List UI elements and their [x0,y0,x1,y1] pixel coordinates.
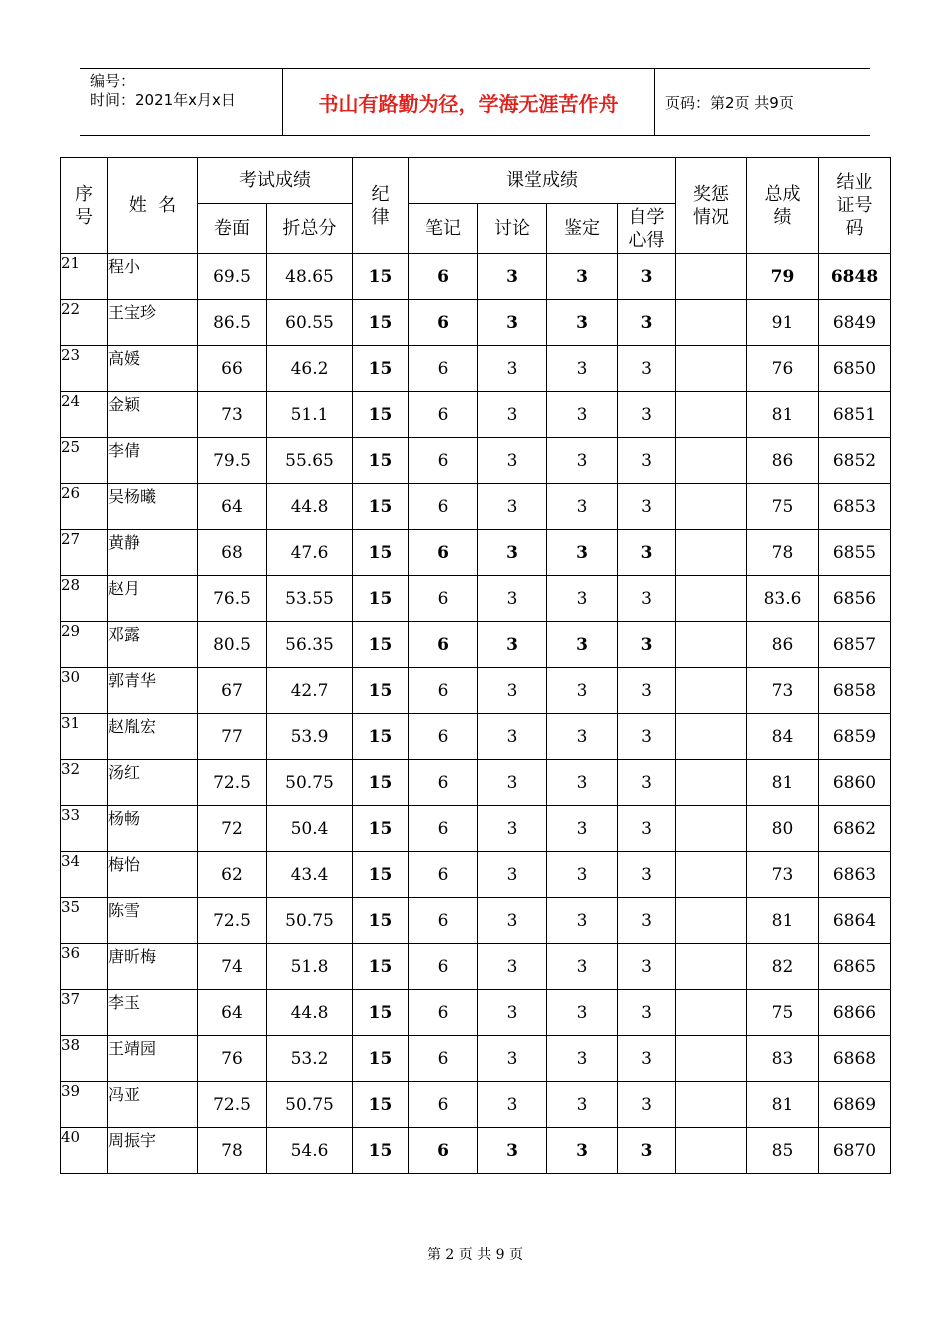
cell-reward [676,392,747,438]
cell-notes: 6 [409,806,478,852]
cell-reward [676,1082,747,1128]
cell-converted: 55.65 [267,438,353,484]
cell-discipline: 15 [353,1082,409,1128]
cell-selfstudy: 3 [618,806,676,852]
col-header-converted: 折总分 [267,204,353,254]
cell-total: 84 [747,714,819,760]
cell-reward [676,668,747,714]
cell-cert: 6851 [819,392,891,438]
cell-discipline: 15 [353,392,409,438]
cell-cert: 6860 [819,760,891,806]
cell-appraisal: 3 [547,760,618,806]
cell-name: 郭青华 [108,668,198,714]
cell-notes: 6 [409,484,478,530]
cell-selfstudy: 3 [618,254,676,300]
cell-selfstudy: 3 [618,1082,676,1128]
cell-name: 吴杨曦 [108,484,198,530]
cell-total: 78 [747,530,819,576]
cell-total: 83 [747,1036,819,1082]
cell-converted: 51.1 [267,392,353,438]
cell-total: 91 [747,300,819,346]
cell-paper: 62 [198,852,267,898]
cell-reward [676,944,747,990]
table-row [61,622,891,668]
cell-converted: 50.4 [267,806,353,852]
cell-reward [676,714,747,760]
cell-seq: 23 [61,346,108,392]
header-divider [654,69,655,135]
cell-cert: 6859 [819,714,891,760]
cell-selfstudy: 3 [618,622,676,668]
grades-table [60,157,891,1174]
cell-name: 王靖园 [108,1036,198,1082]
cell-discussion: 3 [478,1128,547,1174]
cell-name: 周振宇 [108,1128,198,1174]
cell-discussion: 3 [478,668,547,714]
cell-reward [676,300,747,346]
cell-seq: 33 [61,806,108,852]
cell-converted: 56.35 [267,622,353,668]
cell-seq: 22 [61,300,108,346]
cell-discipline: 15 [353,254,409,300]
cell-notes: 6 [409,760,478,806]
cell-paper: 68 [198,530,267,576]
cell-notes: 6 [409,852,478,898]
table-row [61,990,891,1036]
col-header-class: 课堂成绩 [409,158,676,204]
cell-appraisal: 3 [547,898,618,944]
cell-discussion: 3 [478,346,547,392]
cell-cert: 6853 [819,484,891,530]
cell-discipline: 15 [353,484,409,530]
cell-appraisal: 3 [547,346,618,392]
cell-selfstudy: 3 [618,760,676,806]
cell-discipline: 15 [353,1128,409,1174]
cell-cert: 6862 [819,806,891,852]
table-row [61,760,891,806]
cell-name: 梅怡 [108,852,198,898]
col-header-cert: 结业证号码 [819,158,891,254]
cell-discipline: 15 [353,576,409,622]
cell-discipline: 15 [353,852,409,898]
cell-converted: 43.4 [267,852,353,898]
cell-name: 金颖 [108,392,198,438]
cell-converted: 46.2 [267,346,353,392]
cell-appraisal: 3 [547,852,618,898]
cell-reward [676,760,747,806]
cell-appraisal: 3 [547,1128,618,1174]
cell-selfstudy: 3 [618,1128,676,1174]
cell-converted: 50.75 [267,1082,353,1128]
cell-cert: 6863 [819,852,891,898]
cell-name: 杨畅 [108,806,198,852]
cell-total: 82 [747,944,819,990]
cell-discipline: 15 [353,760,409,806]
cell-appraisal: 3 [547,806,618,852]
cell-selfstudy: 3 [618,944,676,990]
cell-appraisal: 3 [547,576,618,622]
cell-notes: 6 [409,622,478,668]
cell-paper: 67 [198,668,267,714]
cell-seq: 35 [61,898,108,944]
cell-appraisal: 3 [547,1036,618,1082]
cell-discipline: 15 [353,990,409,1036]
cell-seq: 31 [61,714,108,760]
cell-notes: 6 [409,944,478,990]
cell-seq: 34 [61,852,108,898]
cell-converted: 48.65 [267,254,353,300]
cell-notes: 6 [409,346,478,392]
col-header-selfstudy: 自学心得 [618,204,676,254]
table-row [61,438,891,484]
cell-seq: 39 [61,1082,108,1128]
cell-seq: 30 [61,668,108,714]
cell-name: 李倩 [108,438,198,484]
cell-discussion: 3 [478,898,547,944]
cell-discussion: 3 [478,254,547,300]
cell-seq: 21 [61,254,108,300]
cell-total: 81 [747,1082,819,1128]
cell-appraisal: 3 [547,392,618,438]
cell-name: 王宝珍 [108,300,198,346]
cell-reward [676,990,747,1036]
cell-reward [676,852,747,898]
cell-cert: 6849 [819,300,891,346]
table-row [61,668,891,714]
table-row [61,346,891,392]
cell-discipline: 15 [353,714,409,760]
cell-cert: 6856 [819,576,891,622]
cell-paper: 72.5 [198,898,267,944]
cell-total: 81 [747,760,819,806]
cell-seq: 36 [61,944,108,990]
cell-discussion: 3 [478,990,547,1036]
cell-reward [676,254,747,300]
cell-discussion: 3 [478,1036,547,1082]
cell-cert: 6848 [819,254,891,300]
cell-appraisal: 3 [547,484,618,530]
cell-appraisal: 3 [547,714,618,760]
col-header-discipline: 纪律 [353,158,409,254]
cell-discipline: 15 [353,668,409,714]
header-page-info: 页码：第2页 共9页 [665,93,794,112]
cell-appraisal: 3 [547,254,618,300]
cell-converted: 50.75 [267,760,353,806]
cell-discussion: 3 [478,1082,547,1128]
cell-paper: 64 [198,990,267,1036]
col-header-exam: 考试成绩 [198,158,353,204]
table-row [61,898,891,944]
cell-reward [676,806,747,852]
cell-selfstudy: 3 [618,576,676,622]
cell-seq: 32 [61,760,108,806]
cell-selfstudy: 3 [618,714,676,760]
cell-seq: 27 [61,530,108,576]
cell-discipline: 15 [353,898,409,944]
cell-appraisal: 3 [547,668,618,714]
cell-converted: 50.75 [267,898,353,944]
cell-notes: 6 [409,576,478,622]
cell-paper: 72 [198,806,267,852]
cell-discussion: 3 [478,852,547,898]
cell-discussion: 3 [478,944,547,990]
cell-paper: 69.5 [198,254,267,300]
cell-appraisal: 3 [547,300,618,346]
cell-cert: 6870 [819,1128,891,1174]
cell-selfstudy: 3 [618,392,676,438]
cell-total: 75 [747,990,819,1036]
cell-discussion: 3 [478,806,547,852]
cell-notes: 6 [409,898,478,944]
cell-discipline: 15 [353,1036,409,1082]
cell-paper: 78 [198,1128,267,1174]
cell-name: 赵月 [108,576,198,622]
cell-discussion: 3 [478,760,547,806]
cell-total: 79 [747,254,819,300]
table-row [61,1082,891,1128]
cell-total: 81 [747,898,819,944]
cell-selfstudy: 3 [618,990,676,1036]
cell-appraisal: 3 [547,1082,618,1128]
cell-cert: 6865 [819,944,891,990]
cell-name: 邓露 [108,622,198,668]
cell-reward [676,1036,747,1082]
cell-appraisal: 3 [547,944,618,990]
cell-reward [676,484,747,530]
cell-paper: 72.5 [198,760,267,806]
table-row [61,254,891,300]
cell-paper: 86.5 [198,300,267,346]
cell-selfstudy: 3 [618,898,676,944]
cell-total: 86 [747,622,819,668]
cell-cert: 6852 [819,438,891,484]
cell-selfstudy: 3 [618,438,676,484]
cell-selfstudy: 3 [618,346,676,392]
cell-discipline: 15 [353,944,409,990]
cell-selfstudy: 3 [618,1036,676,1082]
cell-paper: 76 [198,1036,267,1082]
cell-seq: 38 [61,1036,108,1082]
cell-discussion: 3 [478,714,547,760]
cell-cert: 6858 [819,668,891,714]
cell-converted: 54.6 [267,1128,353,1174]
cell-reward [676,576,747,622]
cell-total: 76 [747,346,819,392]
table-row [61,944,891,990]
table-row [61,1128,891,1174]
table-body [61,254,891,1174]
cell-seq: 37 [61,990,108,1036]
cell-paper: 66 [198,346,267,392]
cell-selfstudy: 3 [618,852,676,898]
cell-reward [676,898,747,944]
col-header-notes: 笔记 [409,204,478,254]
cell-total: 86 [747,438,819,484]
cell-discipline: 15 [353,438,409,484]
cell-name: 程小 [108,254,198,300]
cell-seq: 25 [61,438,108,484]
table-row [61,714,891,760]
cell-total: 85 [747,1128,819,1174]
cell-total: 83.6 [747,576,819,622]
time-label: 时间：2021年x月x日 [90,91,236,109]
header-meta [80,69,282,135]
table-row [61,852,891,898]
cell-converted: 53.9 [267,714,353,760]
cell-converted: 44.8 [267,990,353,1036]
document-header [80,68,870,136]
cell-total: 73 [747,668,819,714]
cell-name: 李玉 [108,990,198,1036]
table-row [61,530,891,576]
cell-seq: 26 [61,484,108,530]
cell-discipline: 15 [353,300,409,346]
cell-cert: 6868 [819,1036,891,1082]
cell-seq: 24 [61,392,108,438]
cell-reward [676,438,747,484]
cell-discussion: 3 [478,484,547,530]
cell-discussion: 3 [478,530,547,576]
cell-appraisal: 3 [547,530,618,576]
cell-discussion: 3 [478,576,547,622]
cell-paper: 74 [198,944,267,990]
cell-notes: 6 [409,254,478,300]
table-row [61,300,891,346]
cell-name: 赵胤宏 [108,714,198,760]
cell-name: 黄静 [108,530,198,576]
cell-cert: 6864 [819,898,891,944]
cell-notes: 6 [409,1128,478,1174]
cell-appraisal: 3 [547,438,618,484]
cell-paper: 64 [198,484,267,530]
col-header-name: 姓 名 [108,158,198,254]
cell-selfstudy: 3 [618,530,676,576]
cell-seq: 28 [61,576,108,622]
cell-total: 81 [747,392,819,438]
cell-cert: 6857 [819,622,891,668]
cell-name: 汤红 [108,760,198,806]
cell-cert: 6866 [819,990,891,1036]
table-row [61,392,891,438]
cell-notes: 6 [409,392,478,438]
cell-converted: 44.8 [267,484,353,530]
number-label: 编号： [90,72,136,90]
cell-reward [676,1128,747,1174]
cell-notes: 6 [409,1082,478,1128]
cell-notes: 6 [409,668,478,714]
table-row [61,484,891,530]
cell-discussion: 3 [478,300,547,346]
cell-converted: 42.7 [267,668,353,714]
cell-paper: 73 [198,392,267,438]
cell-cert: 6869 [819,1082,891,1128]
cell-discipline: 15 [353,346,409,392]
cell-paper: 79.5 [198,438,267,484]
cell-reward [676,622,747,668]
cell-discipline: 15 [353,622,409,668]
cell-converted: 53.55 [267,576,353,622]
cell-name: 唐昕梅 [108,944,198,990]
col-header-discussion: 讨论 [478,204,547,254]
table-row [61,806,891,852]
cell-cert: 6850 [819,346,891,392]
cell-discipline: 15 [353,530,409,576]
cell-converted: 53.2 [267,1036,353,1082]
cell-discussion: 3 [478,392,547,438]
cell-total: 80 [747,806,819,852]
cell-appraisal: 3 [547,622,618,668]
cell-paper: 77 [198,714,267,760]
cell-cert: 6855 [819,530,891,576]
cell-seq: 40 [61,1128,108,1174]
table-row [61,1036,891,1082]
page-footer: 第 2 页 共 9 页 [426,1247,524,1263]
cell-reward [676,346,747,392]
cell-notes: 6 [409,530,478,576]
cell-discipline: 15 [353,806,409,852]
cell-selfstudy: 3 [618,300,676,346]
col-header-total: 总成绩 [747,158,819,254]
cell-total: 75 [747,484,819,530]
cell-appraisal: 3 [547,990,618,1036]
cell-selfstudy: 3 [618,668,676,714]
cell-name: 冯亚 [108,1082,198,1128]
cell-name: 陈雪 [108,898,198,944]
cell-notes: 6 [409,300,478,346]
cell-discussion: 3 [478,622,547,668]
cell-selfstudy: 3 [618,484,676,530]
cell-name: 高媛 [108,346,198,392]
cell-total: 73 [747,852,819,898]
cell-reward [676,530,747,576]
cell-notes: 6 [409,1036,478,1082]
cell-paper: 72.5 [198,1082,267,1128]
cell-notes: 6 [409,438,478,484]
cell-converted: 47.6 [267,530,353,576]
cell-converted: 60.55 [267,300,353,346]
cell-notes: 6 [409,714,478,760]
col-header-paper: 卷面 [198,204,267,254]
col-header-reward: 奖惩情况 [676,158,747,254]
cell-converted: 51.8 [267,944,353,990]
cell-discussion: 3 [478,438,547,484]
cell-notes: 6 [409,990,478,1036]
table-row [61,576,891,622]
header-motto: 书山有路勤为径，学海无涯苦作舟 [318,91,619,116]
col-header-seq: 序号 [61,158,108,254]
cell-paper: 80.5 [198,622,267,668]
cell-paper: 76.5 [198,576,267,622]
cell-seq: 29 [61,622,108,668]
col-header-appraisal: 鉴定 [547,204,618,254]
